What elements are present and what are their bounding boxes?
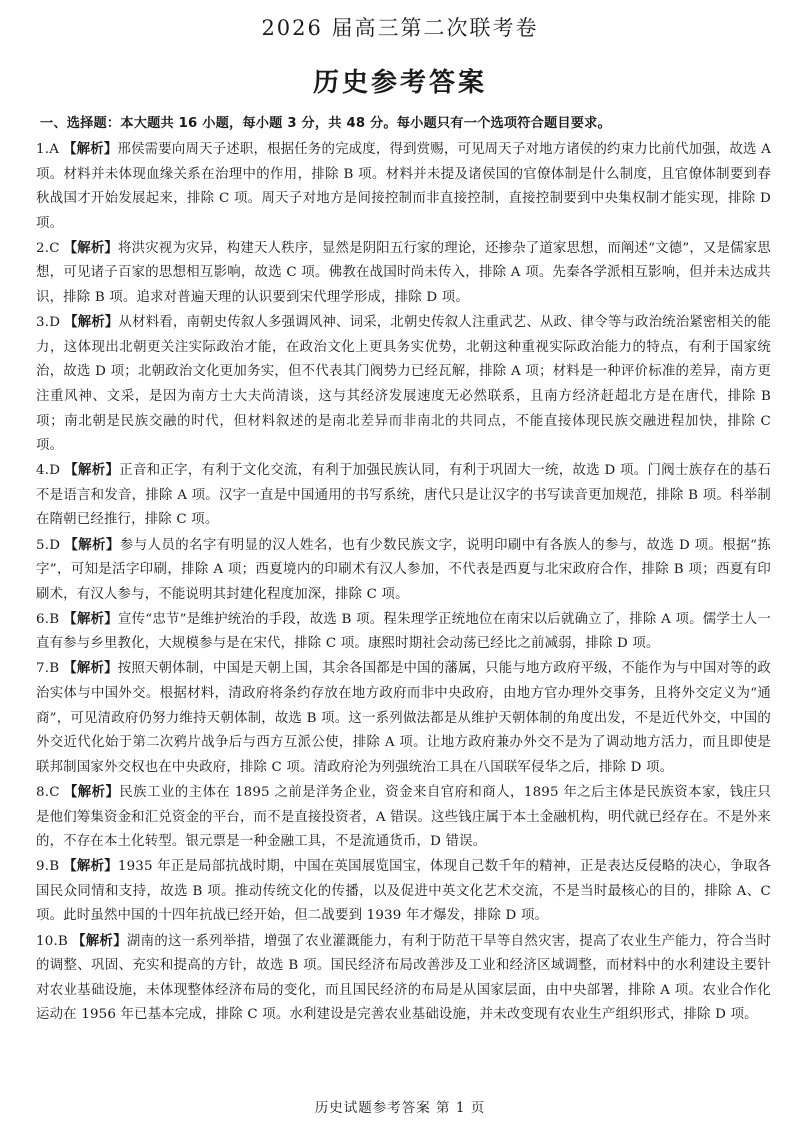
answer-item — [36, 930, 771, 1028]
answer-choice: B — [49, 611, 60, 627]
analysis-tag: 【解析】 — [64, 463, 120, 479]
analysis-tag: 【解析】 — [63, 611, 118, 627]
analysis-text: 将洪灾视为灾异，构建天人秩序，显然是阴阳五行家的理论，还掺杂了道家思想，而阐述“文德”，又是儒家思想，可见诸子百家的思想相互影响，故选 C 项。佛教在战国时尚未传入，排除 A 项。先秦各学派相互影响，但并未达成共识，排除 B 项。追求对普遍天理的认识要到宋代理学形成，排除 D 项。 — [36, 240, 771, 306]
question-number: 5. — [36, 537, 50, 553]
analysis-text: 正音和正字，有利于文化交流，有利于加强民族认同，有利于巩固大一统，故选 D 项。门阀士族存在的基石不是语言和发音，排除 A 项。汉字一直是中国通用的书写系统，唐代只是让汉字的书写读音更加规范，排除 B 项。科举制在隋朝已经推行，排除 C 项。 — [36, 463, 771, 528]
answer-item — [36, 781, 771, 855]
exam-title: 2026 届高三第二次联考卷 — [261, 16, 539, 40]
analysis-text: 按照天朝体制，中国是天朝上国，其余各国都是中国的藩属，只能与地方政府平级，不能作为与中国对等的政治实体与中国外交。根据材料，清政府将条约存放在地方政府而非中央政府，由地方官办理外交事务，且将外交定义为“通商”，可见清政府仍努力维持天朝体制，故选 B 项。这一系列做法都是从维护天朝体制的角度出发，不是近代外交，中国的外交近代化始于第二次鸦片战争后与西方互派公使，排除 A 项。让地方政府兼办外交不是为了调动地方活力，而且即使是联邦制国家外交权也在中央政府，排除 C 项。清政府沦为列强统治工具在八国联军侵华之后，排除 D 项。 — [36, 661, 771, 775]
analysis-text: 湖南的这一系列举措，增强了农业灌溉能力，有利于防范干旱等自然灾害，提高了农业生产能力，符合当时的调整、巩固、充实和提高的方针，故选 B 项。国民经济布局改善涉及工业和经济区域调整，而材料中的水利建设主要针对农业基础设施，未体现整体经济布局的变化，而且国民经济的布局是从国家层面，由中央部署，排除 A 项。农业合作化运动在 1956 年已基本完成，排除 C 项。水利建设是完善农业基础设施，并未改变现有农业生产组织形式，排除 D 项。 — [36, 933, 771, 1023]
answer-choice: C — [49, 240, 60, 256]
answer-item — [36, 138, 771, 236]
answer-choice: D — [49, 315, 61, 331]
analysis-tag: 【解析】 — [63, 859, 118, 875]
analysis-tag: 【解析】 — [63, 784, 120, 800]
question-number: 2. — [36, 240, 50, 256]
analysis-text: 民族工业的主体在 1895 之前是洋务企业，资金来自官府和商人，1895 年之后主体是民族资本家，钱庄只是他们筹集资金和汇兑资金的平台，而不是直接投资者，A 错误。这些钱庄属于本土金融机构，明代就已经存在。不是外来的，不存在本土化转型。银元票是一种金融工具，不是流通货币，D 错误。 — [36, 784, 771, 850]
answer-item — [36, 534, 771, 608]
answer-item — [36, 459, 771, 533]
answer-item — [36, 657, 771, 780]
analysis-tag: 【解析】 — [64, 537, 120, 553]
analysis-tag: 【解析】 — [71, 933, 127, 949]
answer-choice: D — [49, 463, 61, 479]
question-number: 8. — [36, 784, 50, 800]
answer-item — [36, 311, 771, 459]
question-number: 6. — [36, 611, 50, 627]
analysis-tag: 【解析】 — [63, 142, 118, 157]
answer-choice: B — [49, 859, 60, 875]
answer-choice: D — [49, 537, 61, 553]
answer-item — [36, 608, 771, 657]
answers-list — [36, 138, 771, 1028]
analysis-text: 从材料看，南朝史传叙人多强调风神、词采，北朝史传叙人注重武艺、从政、律令等与政治统治紧密相关的能力，这体现出北朝更关注实际政治才能，在政治文化上更具务实优势，北朝这种重视实际政治能力的特点，有利于国家统治，故选 D 项；北朝政治文化更加务实，但不代表其门阀势力已经瓦解，排除 A 项；材料是一种评价标准的差异，南方更注重风神、文采，是因为南方士大夫尚清谈，这与其经济发展速度无必然联系，且南方经济赶超北方是在唐代，排除 B 项；南北朝是民族交融的时代，但材料叙述的是南北差异而非南北的共同点，不能直接体现民族交融进程加快，排除 C 项。 — [36, 315, 771, 454]
answer-choice: B — [49, 661, 60, 677]
question-number: 1. — [36, 142, 50, 157]
question-number: 10. — [36, 933, 58, 949]
analysis-text: 邢侯需要向周天子述职，根据任务的完成度，得到赏赐，可见周天子对地方诸侯的约束力比前代加强，故选 A 项。材料并未体现血缘关系在治理中的作用，排除 B 项。材料并未提及诸侯国的官僚体制是什么制度，且官僚体制要到春秋战国才开始发展起来，排除 C 项。周天子对地方是间接控制而非直接控制，直接控制要到中央集权制才能实现，排除 D 项。 — [36, 142, 771, 231]
analysis-text: 宣传“忠节”是维护统治的手段，故选 B 项。程朱理学正统地位在南宋以后就确立了，排除 A 项。儒学士人一直有参与乡里教化，大规模参与是在宋代，排除 C 项。康熙时期社会动荡已经比之前减弱，排除 D 项。 — [36, 611, 771, 652]
page-footer: 历史试题参考答案 第 1 页 — [314, 1100, 486, 1116]
answer-choice: C — [49, 784, 60, 800]
question-number: 9. — [36, 859, 50, 875]
section-instruction: 一、选择题：本大题共 16 小题，每小题 3 分，共 48 分。每小题只有一个选项符合题目要求。 — [40, 116, 611, 131]
analysis-tag: 【解析】 — [63, 240, 119, 256]
analysis-text: 1935 年正是局部抗战时期，中国在英国展览国宝，体现自己数千年的精神，正是表达反侵略的决心，争取各国民众同情和支持，故选 B 项。推动传统文化的传播，以及促进中英文化艺术交流，不是当时最核心的目的，排除 A、C 项。此时虽然中国的十四年抗战已经开始，但二战要到 1939 年才爆发，排除 D 项。 — [36, 859, 771, 924]
answer-item — [36, 237, 771, 311]
analysis-text: 参与人员的名字有明显的汉人姓名，也有少数民族文字，说明印刷中有各族人的参与，故选 D 项。根据“拣字”，可知是活字印刷，排除 A 项；西夏境内的印刷术有汉人参加，不代表是西夏与北宋政府合作，排除 B 项；西夏有印刷术，有汉人参与，不能说明其封建化程度加深，排除 C 项。 — [36, 537, 771, 602]
analysis-tag: 【解析】 — [63, 661, 118, 677]
answer-choice: A — [49, 142, 60, 157]
page-title: 历史参考答案 — [312, 68, 487, 98]
answer-item — [36, 855, 771, 929]
question-number: 3. — [36, 315, 50, 331]
question-number: 7. — [36, 661, 50, 677]
answer-choice: B — [57, 933, 68, 949]
question-number: 4. — [36, 463, 50, 479]
analysis-tag: 【解析】 — [64, 315, 119, 331]
